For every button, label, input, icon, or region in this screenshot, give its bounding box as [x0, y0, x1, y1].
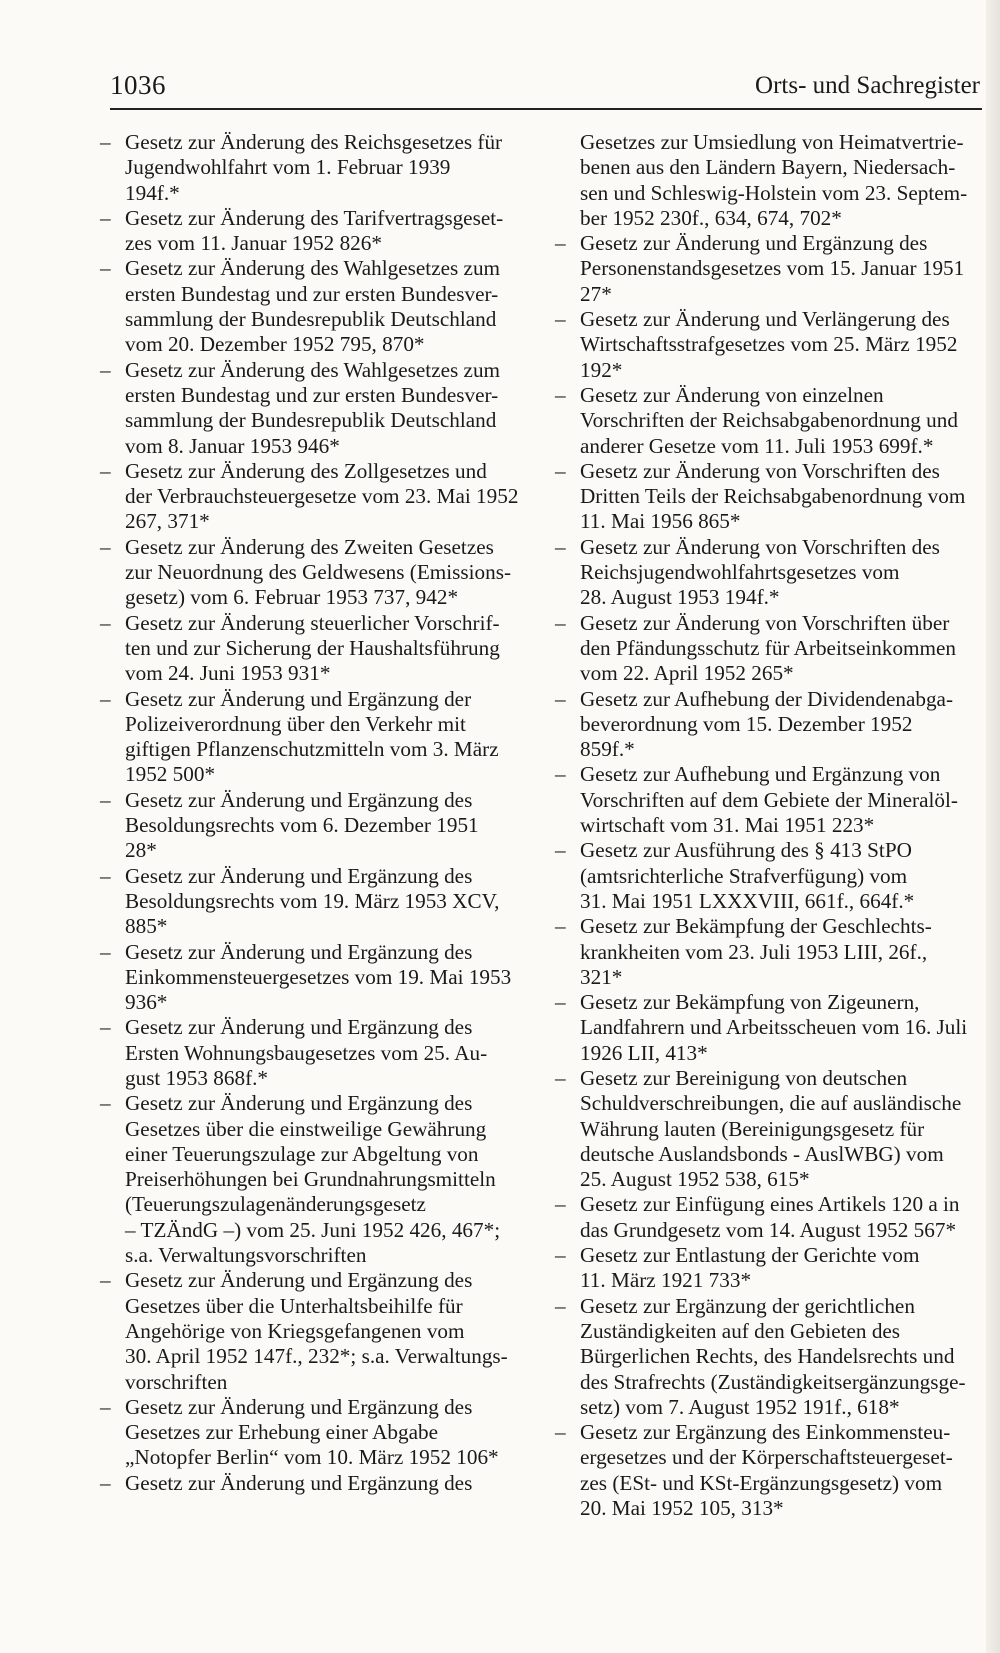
entry-line: s.a. Verwaltungsvorschriften [125, 1243, 367, 1268]
index-entry [100, 611, 530, 687]
entry-line: 885* [125, 914, 168, 939]
entry-line: – Gesetz zur Änderung von Vorschriften des [580, 534, 940, 559]
entry-line: – Gesetz zur Änderung und Ergänzung des [125, 939, 473, 964]
entry-line: 30. April 1952 147f., 232*; s.a. Verwaltungs- [125, 1344, 508, 1369]
entry-line: zur Neuordnung des Geldwesens (Emissions- [125, 560, 512, 585]
entry-line: Dritten Teils der Reichsabgabenordnung vom [580, 484, 966, 509]
entry-line: gesetz) vom 6. Februar 1953 737, 942* [125, 585, 459, 610]
entry-line: Jugendwohlfahrt vom 1. Februar 1939 [125, 155, 451, 180]
index-entry [100, 130, 530, 206]
entry-line: Bürgerlichen Rechts, des Handelsrechts und [580, 1344, 955, 1369]
entry-line: 25. August 1952 538, 615* [580, 1167, 810, 1192]
entry-line: Schuldverschreibungen, die auf ausländische [580, 1091, 962, 1116]
entry-line: setz) vom 7. August 1952 191f., 618* [580, 1394, 900, 1419]
entry-line: – Gesetz zur Änderung von Vorschriften über [580, 610, 950, 635]
index-entry [100, 459, 530, 535]
index-entry-continuation [555, 130, 985, 231]
entry-line: – Gesetz zur Änderung und Ergänzung des [125, 863, 473, 888]
entry-line: 267, 371* [125, 509, 210, 534]
entry-line: ersten Bundestag und zur ersten Bundesver- [125, 281, 499, 306]
entry-line: zes (ESt- und KSt-Ergänzungsgesetz) vom [580, 1470, 943, 1495]
entry-line: ersten Bundestag und zur ersten Bundesver- [125, 382, 499, 407]
index-entry [100, 940, 530, 1016]
index-entry [555, 1420, 985, 1521]
entry-line: Vorschriften der Reichsabgabenordnung und [580, 408, 958, 433]
entry-line: – Gesetz zur Änderung des Reichsgesetzes für [125, 130, 503, 154]
entry-line: – Gesetz zur Änderung von einzelnen [580, 382, 884, 407]
index-entry [555, 231, 985, 307]
entry-line: – Gesetz zur Aufhebung der Dividendenabga- [580, 686, 953, 711]
entry-line: 11. Mai 1956 865* [580, 509, 741, 534]
index-entry [100, 256, 530, 357]
index-entry [555, 914, 985, 990]
entry-line: Preiserhöhungen bei Grundnahrungsmitteln [125, 1167, 496, 1192]
index-entry [100, 788, 530, 864]
entry-line: den Pfändungsschutz für Arbeitseinkommen [580, 635, 957, 660]
entry-line: – Gesetz zur Änderung des Tarifvertragsgeset- [125, 205, 504, 230]
running-head: Orts- und Sachregister [755, 72, 980, 99]
entry-line: 859f.* [580, 737, 635, 762]
entry-line: sen und Schleswig-Holstein vom 23. Septem- [580, 180, 968, 205]
entry-line: – Gesetz zur Änderung des Wahlgesetzes zum [125, 357, 501, 382]
index-entry [555, 838, 985, 914]
entry-line: ten und zur Sicherung der Haushaltsführung [125, 635, 500, 660]
entry-line: 11. März 1921 733* [580, 1268, 752, 1293]
entry-line: 936* [125, 990, 168, 1015]
index-entry [100, 1091, 530, 1268]
entry-line: gust 1953 868f.* [125, 1065, 269, 1090]
right-column [555, 130, 985, 1521]
entry-line: 27* [580, 281, 612, 306]
entry-line: – Gesetz zur Änderung des Wahlgesetzes zum [125, 256, 501, 281]
entry-line: (Teuerungszulagenänderungsgesetz [125, 1192, 426, 1217]
index-entry [100, 1395, 530, 1471]
entry-line: vom 24. Juni 1953 931* [125, 661, 331, 686]
entry-line: – Gesetz zur Änderung und Ergänzung der [125, 686, 472, 711]
index-entry [555, 611, 985, 687]
entry-line: – Gesetz zur Bereinigung von deutschen [580, 1065, 908, 1090]
entry-line: wirtschaft vom 31. Mai 1951 223* [580, 813, 875, 838]
entry-line: Reichsjugendwohlfahrtsgesetzes vom [580, 560, 900, 585]
entry-line: – Gesetz zur Änderung und Ergänzung des [125, 1015, 473, 1040]
index-entry [100, 535, 530, 611]
entry-line: – Gesetz zur Bekämpfung von Zigeunern, [580, 990, 920, 1015]
page-number: 1036 [110, 70, 166, 100]
entry-line: – Gesetz zur Ergänzung der gerichtlichen [580, 1293, 915, 1318]
entry-line: – Gesetz zur Aufhebung und Ergänzung von [580, 762, 941, 787]
entry-line: – Gesetz zur Änderung und Ergänzung des [125, 787, 473, 812]
entry-line: einer Teuerungszulage zur Abgeltung von [125, 1141, 479, 1166]
entry-line: 1952 500* [125, 762, 216, 787]
index-entry [100, 206, 530, 257]
index-entry [555, 1192, 985, 1243]
entry-line: vom 8. Januar 1953 946* [125, 433, 340, 458]
entry-line: 28* [125, 838, 157, 863]
index-entry [555, 307, 985, 383]
entry-line: 1926 LII, 413* [580, 1040, 708, 1065]
header-rule [110, 108, 982, 110]
entry-line: – Gesetz zur Änderung des Zollgesetzes und [125, 458, 487, 483]
entry-line: – Gesetz zur Änderung steuerlicher Vorschrif- [125, 610, 500, 635]
entry-line: des Strafrechts (Zuständigkeitsergänzungsge- [580, 1369, 966, 1394]
entry-line: Wirtschaftsstrafgesetzes vom 25. März 1952 [580, 332, 958, 357]
entry-line: – TZÄndG –) vom 25. Juni 1952 426, 467*; [125, 1217, 501, 1242]
entry-line: sammlung der Bundesrepublik Deutschland [125, 408, 497, 433]
index-entry [100, 358, 530, 459]
index-entry [100, 687, 530, 788]
entry-line: das Grundgesetz vom 14. August 1952 567* [580, 1217, 957, 1242]
entry-line: sammlung der Bundesrepublik Deutschland [125, 307, 497, 332]
entry-line: beverordnung vom 15. Dezember 1952 [580, 711, 913, 736]
entry-line: vom 22. April 1952 265* [580, 661, 794, 686]
index-entry [555, 687, 985, 763]
left-column [100, 130, 530, 1496]
entry-line: (amtsrichterliche Strafverfügung) vom [580, 863, 908, 888]
entry-line: – Gesetz zur Ausführung des § 413 StPO [580, 838, 912, 863]
index-entry [555, 1243, 985, 1294]
entry-line: vorschriften [125, 1369, 228, 1394]
index-entry [100, 1268, 530, 1394]
entry-line: zes vom 11. Januar 1952 826* [125, 231, 382, 256]
index-entry [555, 990, 985, 1066]
entry-line: – Gesetz zur Ergänzung des Einkommensteu- [580, 1420, 951, 1445]
index-entry [555, 383, 985, 459]
entry-line: „Notopfer Berlin“ vom 10. März 1952 106* [125, 1445, 499, 1470]
page-edge [986, 0, 1000, 1653]
entry-line: – Gesetz zur Änderung und Ergänzung des [580, 231, 928, 256]
entry-line: Polizeiverordnung über den Verkehr mit [125, 711, 466, 736]
entry-line: krankheiten vom 23. Juli 1953 LIII, 26f., [580, 939, 928, 964]
entry-line: – Gesetz zur Änderung und Ergänzung des [125, 1091, 473, 1116]
index-entry [555, 762, 985, 838]
entry-line: – Gesetz zur Änderung und Ergänzung des [125, 1394, 473, 1419]
entry-line: Vorschriften auf dem Gebiete der Mineralöl- [580, 787, 958, 812]
entry-line: – Gesetz zur Einfügung eines Artikels 120 a in [580, 1192, 960, 1217]
entry-line: benen aus den Ländern Bayern, Niedersach- [580, 155, 956, 180]
entry-line: Zuständigkeiten auf den Gebieten des [580, 1318, 901, 1343]
entry-line: Besoldungsrechts vom 6. Dezember 1951 [125, 813, 479, 838]
index-entry [100, 1471, 530, 1496]
entry-line: Währung lauten (Bereinigungsgesetz für [580, 1116, 925, 1141]
index-entry [555, 535, 985, 611]
entry-line: – Gesetz zur Änderung und Verlängerung des [580, 307, 950, 332]
entry-line: Personenstandsgesetzes vom 15. Januar 1951 [580, 256, 965, 281]
entry-line: Gesetzes über die Unterhaltsbeihilfe für [125, 1293, 463, 1318]
entry-line: – Gesetz zur Änderung des Zweiten Gesetzes [125, 534, 494, 559]
entry-line: Angehörige von Kriegsgefangenen vom [125, 1318, 465, 1343]
page-header [110, 70, 980, 110]
entry-line: – Gesetz zur Entlastung der Gerichte vom [580, 1243, 920, 1268]
entry-line: deutsche Auslandsbonds - AuslWBG) vom [580, 1141, 944, 1166]
entry-line: 31. Mai 1951 LXXXVIII, 661f., 664f.* [580, 888, 915, 913]
entry-line: – Gesetz zur Bekämpfung der Geschlechts- [580, 914, 932, 939]
entry-line: 192* [580, 357, 623, 382]
entry-line: Landfahrern und Arbeitsscheuen vom 16. Juli [580, 1015, 968, 1040]
entry-line: vom 20. Dezember 1952 795, 870* [125, 332, 425, 357]
entry-line: ergesetzes und der Körperschaftsteuergeset- [580, 1445, 953, 1470]
entry-line: 194f.* [125, 180, 180, 205]
entry-line: – Gesetz zur Änderung von Vorschriften des [580, 458, 940, 483]
entry-line: Gesetzes zur Umsiedlung von Heimatvertrie- [580, 130, 964, 154]
entry-line: Ersten Wohnungsbaugesetzes vom 25. Au- [125, 1040, 488, 1065]
entry-line: Einkommensteuergesetzes vom 19. Mai 1953 [125, 964, 512, 989]
entry-line: – Gesetz zur Änderung und Ergänzung des [125, 1470, 473, 1495]
entry-line: ber 1952 230f., 634, 674, 702* [580, 205, 842, 230]
entry-line: 20. Mai 1952 105, 313* [580, 1496, 784, 1521]
entry-line: Besoldungsrechts vom 19. März 1953 XCV, [125, 888, 500, 913]
index-entry [555, 1066, 985, 1192]
entry-line: 28. August 1953 194f.* [580, 585, 780, 610]
index-entry [100, 864, 530, 940]
entry-line: giftigen Pflanzenschutzmitteln vom 3. März [125, 737, 499, 762]
entry-line: anderer Gesetze vom 11. Juli 1953 699f.* [580, 433, 934, 458]
entry-line: der Verbrauchsteuergesetze vom 23. Mai 1952 [125, 484, 519, 509]
entry-line: – Gesetz zur Änderung und Ergänzung des [125, 1268, 473, 1293]
entry-line: 321* [580, 964, 623, 989]
index-entry [100, 1015, 530, 1091]
index-entry [555, 1294, 985, 1420]
entry-line: Gesetzes zur Erhebung einer Abgabe [125, 1420, 438, 1445]
entry-line: Gesetzes über die einstweilige Gewährung [125, 1116, 487, 1141]
index-entry [555, 459, 985, 535]
